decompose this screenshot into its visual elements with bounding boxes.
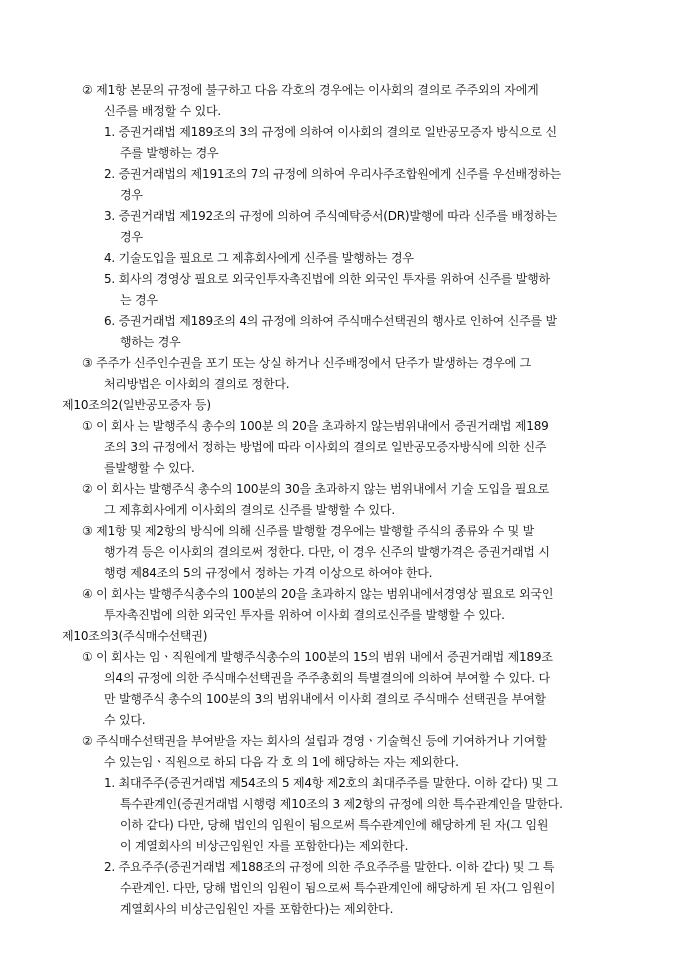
item-6-line-2: 행하는 경우 [120, 335, 181, 349]
article-10-3-clause-1-line-4: 수 있다. [104, 713, 146, 727]
item-4-line-1: 4. 기술도입을 필요로 그 제휴회사에게 신주를 발행하는 경우 [104, 251, 414, 265]
article-10-3-item-1-line-3: 이하 같다) 다만, 당해 법인의 임원이 됨으로써 특수관계인에 해당하게 된 자(그 임원 [120, 818, 549, 832]
article-10-3-clause-1-line-3: 만 발행주식 총수의 100분의 3의 범위내에서 이사회 결의로 주식매수 선택권을 부여할 [104, 692, 546, 706]
item-1-line-1: 1. 증권거래법 제189조의 3의 규정에 의하여 이사회의 결의로 일반공모증자 방식으로 신 [104, 125, 557, 139]
article-10-3-item-2-line-3: 계열회사의 비상근임원인 자를 포함한다)는 제외한다. [120, 902, 394, 916]
item-3-line-1: 3. 증권거래법 제192조의 규정에 의하여 주식예탁증서(DR)발행에 따라 신주를 배정하는 [104, 209, 557, 223]
clause-3-line-1: ③ 주주가 신주인수권을 포기 또는 상실 하거나 신주배정에서 단주가 발생하는 경우에 그 [82, 356, 532, 370]
item-5-line-1: 5. 회사의 경영상 필요로 외국인투자촉진법에 의한 외국인 투자를 위하여 신주를 발행하 [104, 272, 550, 286]
article-10-3-clause-1-line-2: 의4의 규정에 의한 주식매수선택권을 주주총회의 특별결의에 의하여 부여할 수 있다. 다 [104, 671, 550, 685]
item-3-line-2: 경우 [120, 230, 143, 244]
item-5-line-2: 는 경우 [120, 293, 158, 307]
article-10-2-clause-2-line-1: ② 이 회사는 발행주식 총수의 100분의 30을 초과하지 않는 범위내에서 기술 도입을 필요로 [82, 482, 550, 496]
item-1-line-2: 주를 발행하는 경우 [120, 146, 219, 160]
item-2-line-2: 경우 [120, 188, 143, 202]
article-10-3-item-2-line-1: 2. 주요주주(증권거래법 제188조의 규정에 의한 주요주주를 말한다. 이하 같다) 및 그 특 [104, 860, 555, 874]
article-10-2-clause-3-line-2: 행가격 등은 이사회의 결의로써 정한다. 다만, 이 경우 신주의 발행가격은 증권거래법 시 [104, 545, 550, 559]
article-10-2-clause-1-line-2: 조의 3의 규정에서 정하는 방법에 따라 이사회의 결의로 일반공모증자방식에 의한 신주 [104, 440, 547, 454]
article-10-2-clause-4-line-2: 투자촉진법에 의한 외국인 투자를 위하여 이사회 결의로신주를 발행할 수 있다. [104, 608, 505, 622]
article-10-3-item-1-line-2: 특수관계인(증권거래법 시행령 제10조의 3 제2항의 규정에 의한 특수관계인을 말한다. [120, 797, 563, 811]
article-10-2-clause-1-line-1: ① 이 회사 는 발행주식 총수의 100분 의 20을 초과하지 않는범위내에서 증권거래법 제189 [82, 419, 549, 433]
article-10-3-heading: 제10조의3(주식매수선택권) [62, 629, 208, 643]
article-10-2-clause-1-line-3: 를발행할 수 있다. [104, 461, 195, 475]
article-10-2-clause-4-line-1: ④ 이 회사는 발행주식총수의 100분의 20을 초과하지 않는 범위내에서경영상 필요로 외국인 [82, 587, 554, 601]
clause-3-line-2: 처리방법은 이사회의 결의로 정한다. [104, 377, 290, 391]
article-10-2-clause-3-line-1: ③ 제1항 및 제2항의 방식에 의해 신주를 발행할 경우에는 발행할 주식의 종류와 수 및 발 [82, 524, 534, 538]
item-6-line-1: 6. 증권거래법 제189조의 4의 규정에 의하여 주식매수선택권의 행사로 인하여 신주를 발 [104, 314, 557, 328]
article-10-3-clause-2-line-2: 수 있는임ㆍ직원으로 하되 다음 각 호 의 1에 해당하는 자는 제외한다. [104, 755, 459, 769]
article-10-3-item-2-line-2: 수관계인. 다만, 당해 법인의 임원이 됨으로써 특수관계인에 해당하게 된 자(그 임원이 [120, 881, 556, 895]
article-10-2-clause-3-line-3: 행령 제84조의 5의 규정에서 정하는 가격 이상으로 하여야 한다. [104, 566, 433, 580]
article-10-3-item-1-line-4: 이 계열회사의 비상근임원인 자를 포함한다)는 제외한다. [120, 839, 409, 853]
article-10-3-clause-2-line-1: ② 주식매수선택권을 부여받을 자는 회사의 설립과 경영ㆍ기술혁신 등에 기여하거나 기여할 [82, 734, 547, 748]
article-10-3-item-1-line-1: 1. 최대주주(증권거래법 제54조의 5 제4항 제2호의 최대주주를 말한다. 이하 같다) 및 그 [104, 776, 558, 790]
clause-2-line-1: ② 제1항 본문의 규정에 불구하고 다음 각호의 경우에는 이사회의 결의로 주주외의 자에게 [82, 83, 539, 97]
article-10-2-clause-2-line-2: 그 제휴회사에게 이사회의 결의로 신주를 발행할 수 있다. [104, 503, 395, 517]
article-10-3-clause-1-line-1: ① 이 회사는 임ㆍ직원에게 발행주식총수의 100분의 15의 범위 내에서 증권거래법 제189조 [82, 650, 553, 664]
article-10-2-heading: 제10조의2(일반공모증자 등) [62, 398, 211, 412]
item-2-line-1: 2. 증권거래법의 제191조의 7의 규정에 의하여 우리사주조합원에게 신주를 우선배정하는 [104, 167, 562, 181]
clause-2-line-2: 신주를 배정할 수 있다. [104, 104, 221, 118]
